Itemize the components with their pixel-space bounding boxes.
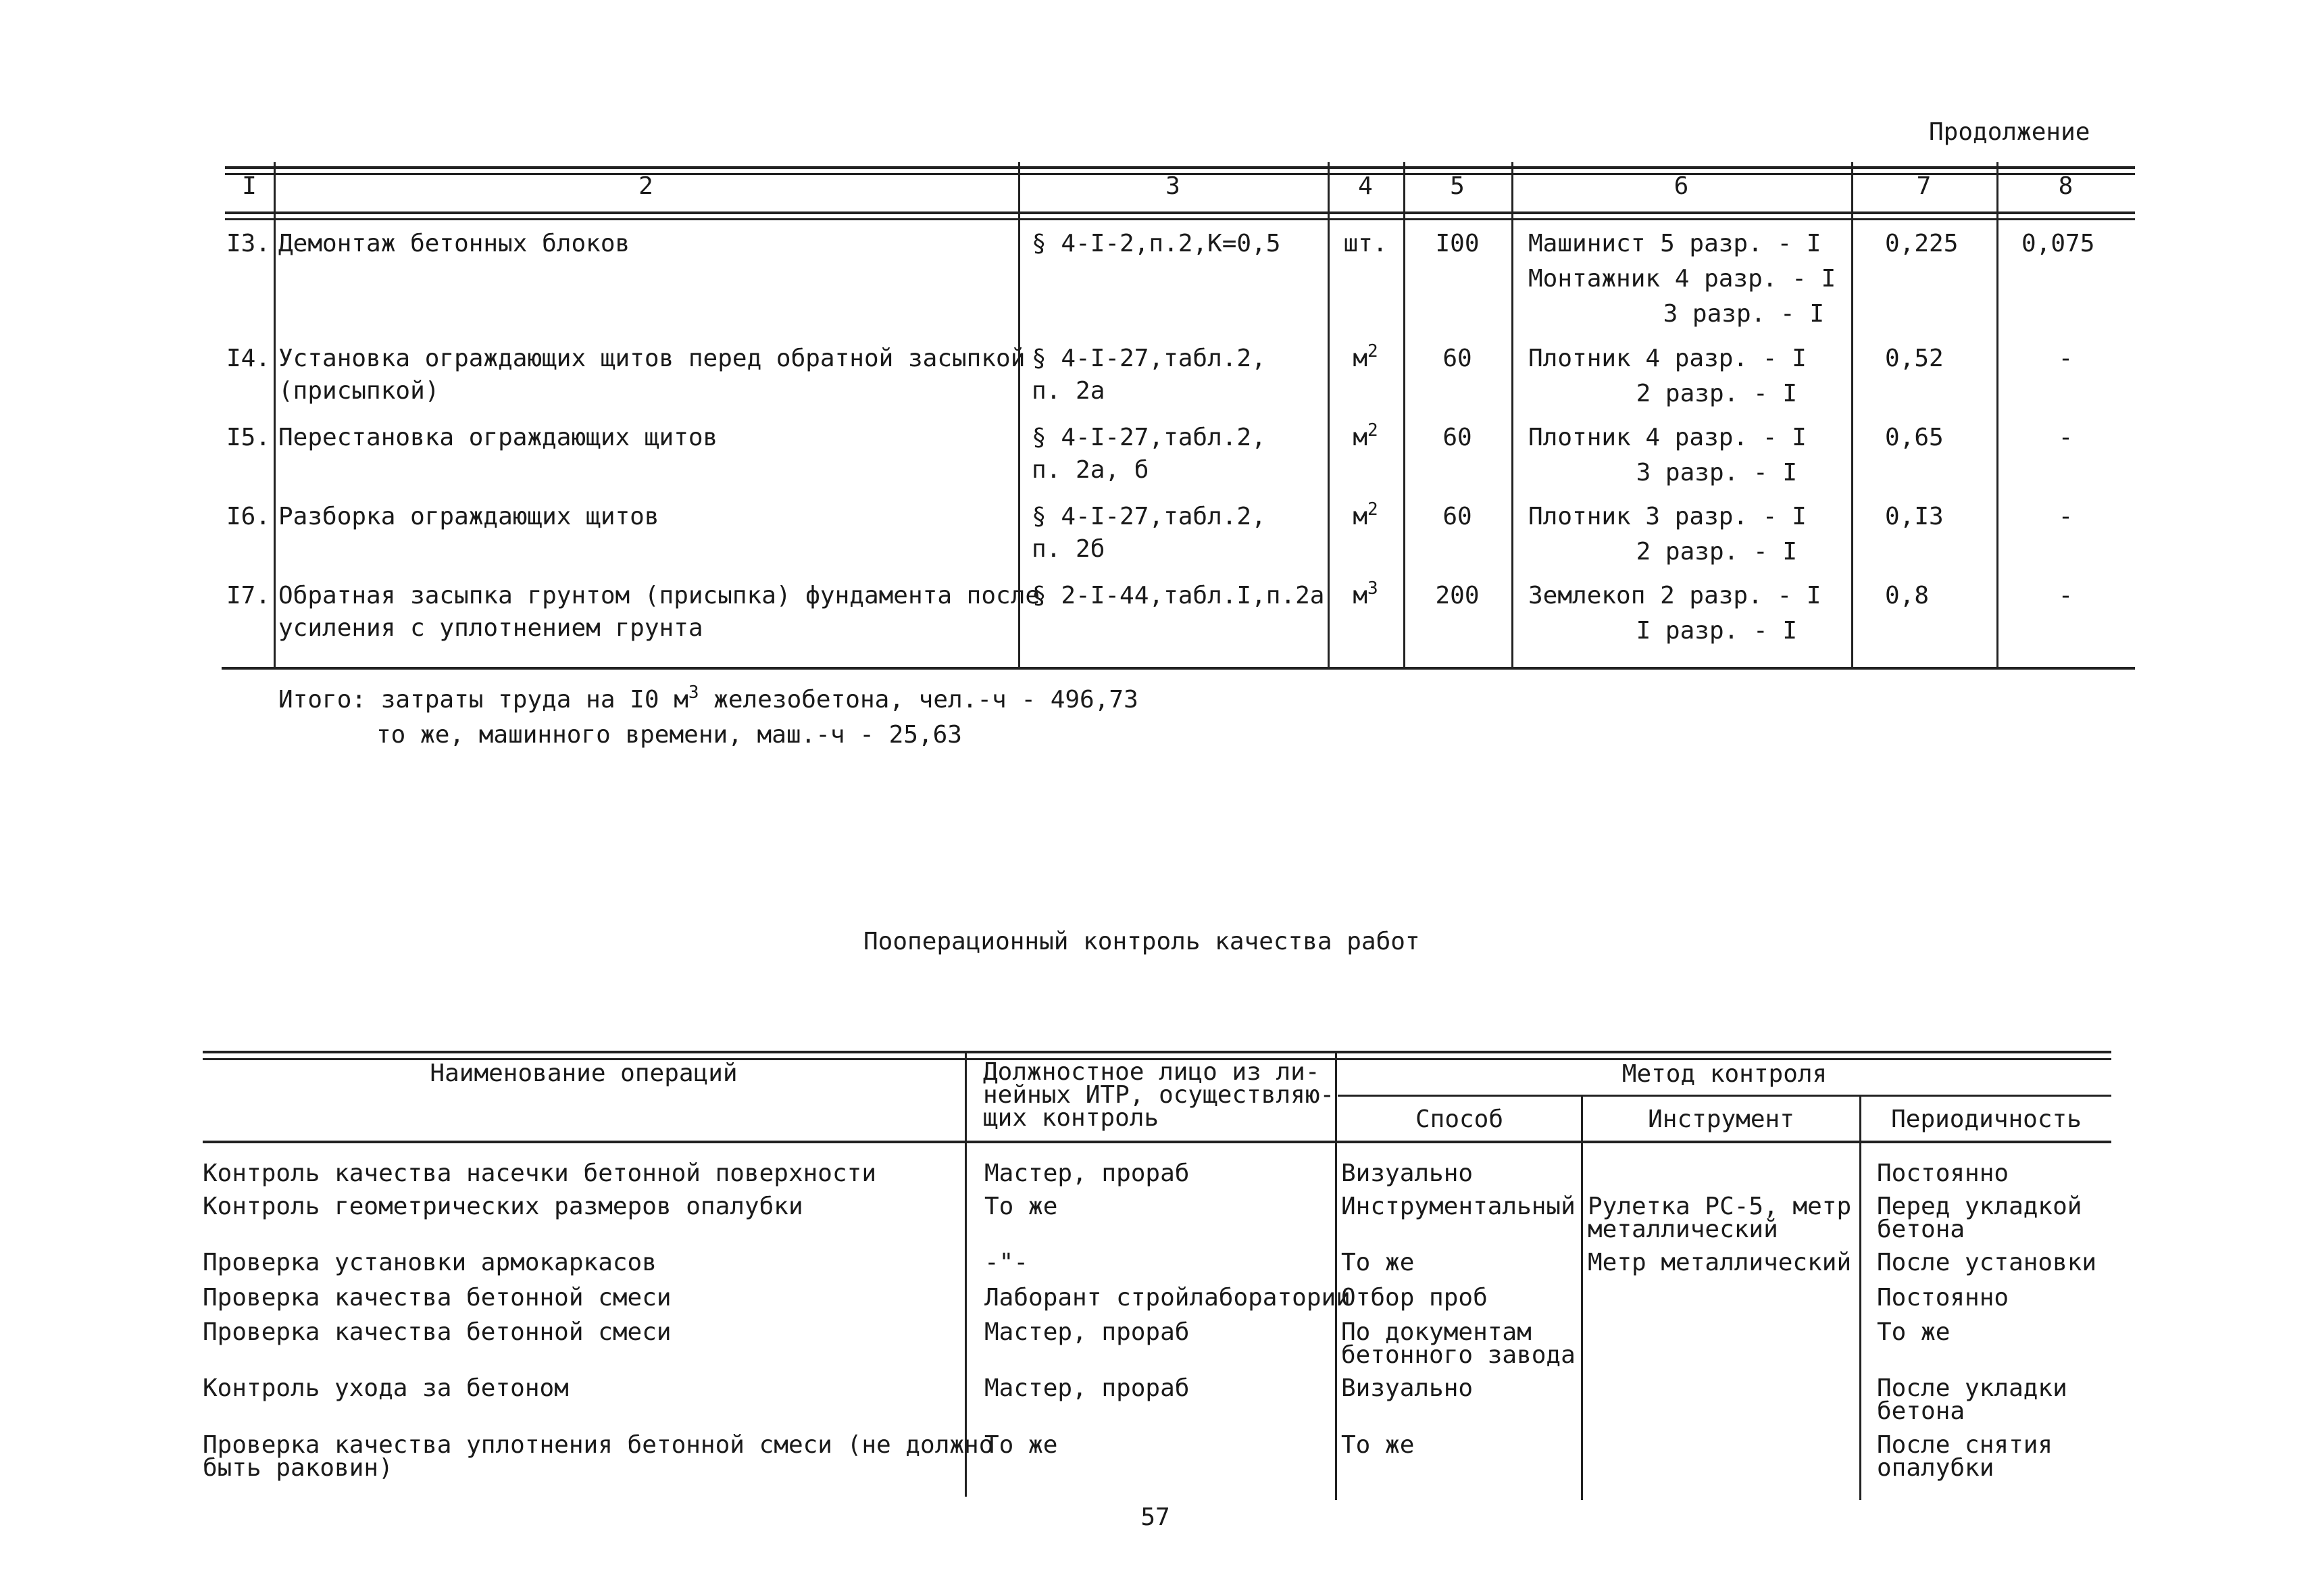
table2-col-divider (1859, 1095, 1861, 1500)
table1-header-cell: 2 (638, 172, 653, 200)
header-person: щих контроль (983, 1104, 1159, 1132)
control-period: опалубки (1877, 1454, 1994, 1482)
norm-reference: § 4-I-27,табл.2, (1032, 424, 1266, 451)
table1-col-divider (1851, 162, 1853, 668)
totals-labor: Итого: затраты труда на I0 $м^3$ железобетона, чел.-ч - 496,73 (278, 682, 1138, 714)
control-person: Мастер, прораб (984, 1374, 1190, 1402)
table2-col-divider (965, 1051, 967, 1497)
operation-name: Установка ограждающих щитов перед обратной засыпкой (278, 345, 1026, 372)
control-person: Мастер, прораб (984, 1318, 1190, 1346)
machine-time: - (2058, 345, 2073, 372)
table1-header-cell: 3 (1165, 172, 1180, 200)
control-period: бетона (1877, 1397, 1965, 1425)
unit: шт. (1343, 230, 1388, 257)
header-way: Способ (1415, 1105, 1504, 1133)
page-number: 57 (1140, 1503, 1170, 1531)
table2-header-bottom (203, 1141, 2111, 1143)
volume: 60 (1442, 424, 1472, 451)
control-operation: Проверка качества уплотнения бетонной смеси (не должно (203, 1431, 994, 1459)
section-title: Пооперационный контроль качества работ (863, 928, 1420, 955)
header-method: Метод контроля (1621, 1060, 1828, 1088)
continuation-label: Продолжение (1929, 118, 2090, 146)
row-number: I5. (226, 424, 270, 451)
table2-top-border (203, 1051, 2111, 1053)
norm-reference: п. 2б (1032, 535, 1105, 563)
control-period: То же (1877, 1318, 1951, 1346)
header-tool: Инструмент (1648, 1105, 1794, 1133)
control-operation: Контроль качества насечки бетонной поверхности (203, 1159, 876, 1187)
staff-line: I разр. - I (1636, 617, 1797, 645)
control-operation: Проверка установки армокаркасов (203, 1249, 657, 1276)
staff-line: Плотник 3 разр. - I (1528, 503, 1807, 530)
table2-col-divider (1581, 1095, 1583, 1500)
table1-header-cell: I (242, 172, 257, 200)
row-number: I3. (226, 230, 270, 257)
labor-cost: 0,8 (1885, 582, 1930, 609)
control-tool: металлический (1588, 1216, 1778, 1243)
control-operation: Контроль ухода за бетоном (203, 1374, 569, 1402)
control-tool: Метр металлический (1588, 1249, 1852, 1276)
table1-header-cell: 4 (1358, 172, 1373, 200)
table1-col-divider (274, 162, 276, 668)
machine-time: - (2058, 503, 2073, 530)
staff-line: 2 разр. - I (1636, 380, 1797, 407)
control-period: Постоянно (1877, 1159, 2009, 1187)
operation-name: Обратная засыпка грунтом (присыпка) фундамента после (278, 582, 1040, 609)
volume: 200 (1435, 582, 1480, 609)
operation-name: Разборка ограждающих щитов (278, 503, 659, 530)
control-way: бетонного завода (1341, 1341, 1576, 1369)
table1-header-cell: 8 (2058, 172, 2073, 200)
table1-col-divider (1511, 162, 1513, 668)
control-period: Перед укладкой (1877, 1193, 2082, 1220)
row-number: I6. (226, 503, 270, 530)
unit: $м^2$ (1353, 420, 1378, 451)
staff-line: Монтажник 4 разр. - I (1528, 265, 1836, 293)
labor-cost: 0,65 (1885, 424, 1944, 451)
labor-cost: 0,52 (1885, 345, 1944, 372)
staff-line: 2 разр. - I (1636, 538, 1797, 566)
control-person: То же (984, 1431, 1058, 1459)
table1-header-divider-inner (225, 218, 2135, 220)
control-person: То же (984, 1193, 1058, 1220)
table1-bottom-border (222, 667, 2135, 670)
header-person: нейных ИТР, осуществляю- (983, 1081, 1335, 1109)
staff-line: 3 разр. - I (1636, 459, 1797, 487)
labor-cost: 0,225 (1885, 230, 1959, 257)
operation-name: Демонтаж бетонных блоков (278, 230, 630, 257)
unit: $м^2$ (1353, 341, 1378, 372)
control-operation: Контроль геометрических размеров опалубки (203, 1193, 803, 1220)
control-operation: быть раковин) (203, 1454, 393, 1482)
table2-col-divider (1335, 1051, 1337, 1500)
control-period: После укладки (1877, 1374, 2067, 1402)
operation-name: усиления с уплотнением грунта (278, 614, 703, 642)
table2-method-divider (1338, 1095, 2111, 1097)
operation-name: (присыпкой) (278, 377, 440, 405)
staff-line: Плотник 4 разр. - I (1528, 424, 1807, 451)
control-period: После установки (1877, 1249, 2097, 1276)
header-period: Периодичность (1891, 1105, 2082, 1133)
machine-time: - (2058, 582, 2073, 609)
staff-line: 3 разр. - I (1663, 300, 1824, 328)
staff-line: Машинист 5 разр. - I (1528, 230, 1821, 257)
volume: 60 (1442, 345, 1472, 372)
unit: $м^3$ (1353, 578, 1378, 609)
norm-reference: п. 2а, б (1032, 456, 1149, 484)
control-operation: Проверка качества бетонной смеси (203, 1284, 672, 1312)
control-way: То же (1341, 1431, 1415, 1459)
volume: 60 (1442, 503, 1472, 530)
control-way: Визуально (1341, 1374, 1474, 1402)
control-period: После снятия (1877, 1431, 2053, 1459)
machine-time: 0,075 (2021, 230, 2095, 257)
staff-line: Землекоп 2 разр. - I (1528, 582, 1821, 609)
operation-name: Перестановка ограждающих щитов (278, 424, 718, 451)
header-operation: Наименование операций (430, 1059, 738, 1087)
row-number: I7. (226, 582, 270, 609)
norm-reference: § 4-I-2,п.2,К=0,5 (1032, 230, 1281, 257)
norm-reference: § 4-I-27,табл.2, (1032, 503, 1266, 530)
control-period: бетона (1877, 1216, 1965, 1243)
table1-header-cell: 5 (1450, 172, 1465, 200)
control-way: Визуально (1341, 1159, 1474, 1187)
labor-cost: 0,I3 (1885, 503, 1944, 530)
control-way: То же (1341, 1249, 1415, 1276)
control-operation: Проверка качества бетонной смеси (203, 1318, 672, 1346)
staff-line: Плотник 4 разр. - I (1528, 345, 1807, 372)
unit: $м^2$ (1353, 499, 1378, 530)
norm-reference: § 4-I-27,табл.2, (1032, 345, 1266, 372)
norm-reference: § 2-I-44,табл.I,п.2а (1032, 582, 1325, 609)
control-tool: Рулетка РС-5, метр (1588, 1193, 1852, 1220)
header-person: Должностное лицо из ли- (983, 1058, 1320, 1086)
table1-top-border (225, 166, 2135, 169)
control-person: Лаборант стройлаборатории (984, 1284, 1351, 1312)
machine-time: - (2058, 424, 2073, 451)
totals-machine: то же, машинного времени, маш.-ч - 25,63 (376, 721, 962, 749)
table1-header-cell: 6 (1674, 172, 1689, 200)
control-person: Мастер, прораб (984, 1159, 1190, 1187)
control-period: Постоянно (1877, 1284, 2009, 1312)
volume: I00 (1435, 230, 1480, 257)
row-number: I4. (226, 345, 270, 372)
table1-header-cell: 7 (1916, 172, 1932, 200)
control-person: -"- (984, 1249, 1029, 1276)
control-way: По документам (1341, 1318, 1532, 1346)
control-way: Инструментальный (1341, 1193, 1576, 1220)
norm-reference: п. 2а (1032, 377, 1105, 405)
table1-header-divider (225, 211, 2135, 214)
control-way: Отбор проб (1341, 1284, 1488, 1312)
